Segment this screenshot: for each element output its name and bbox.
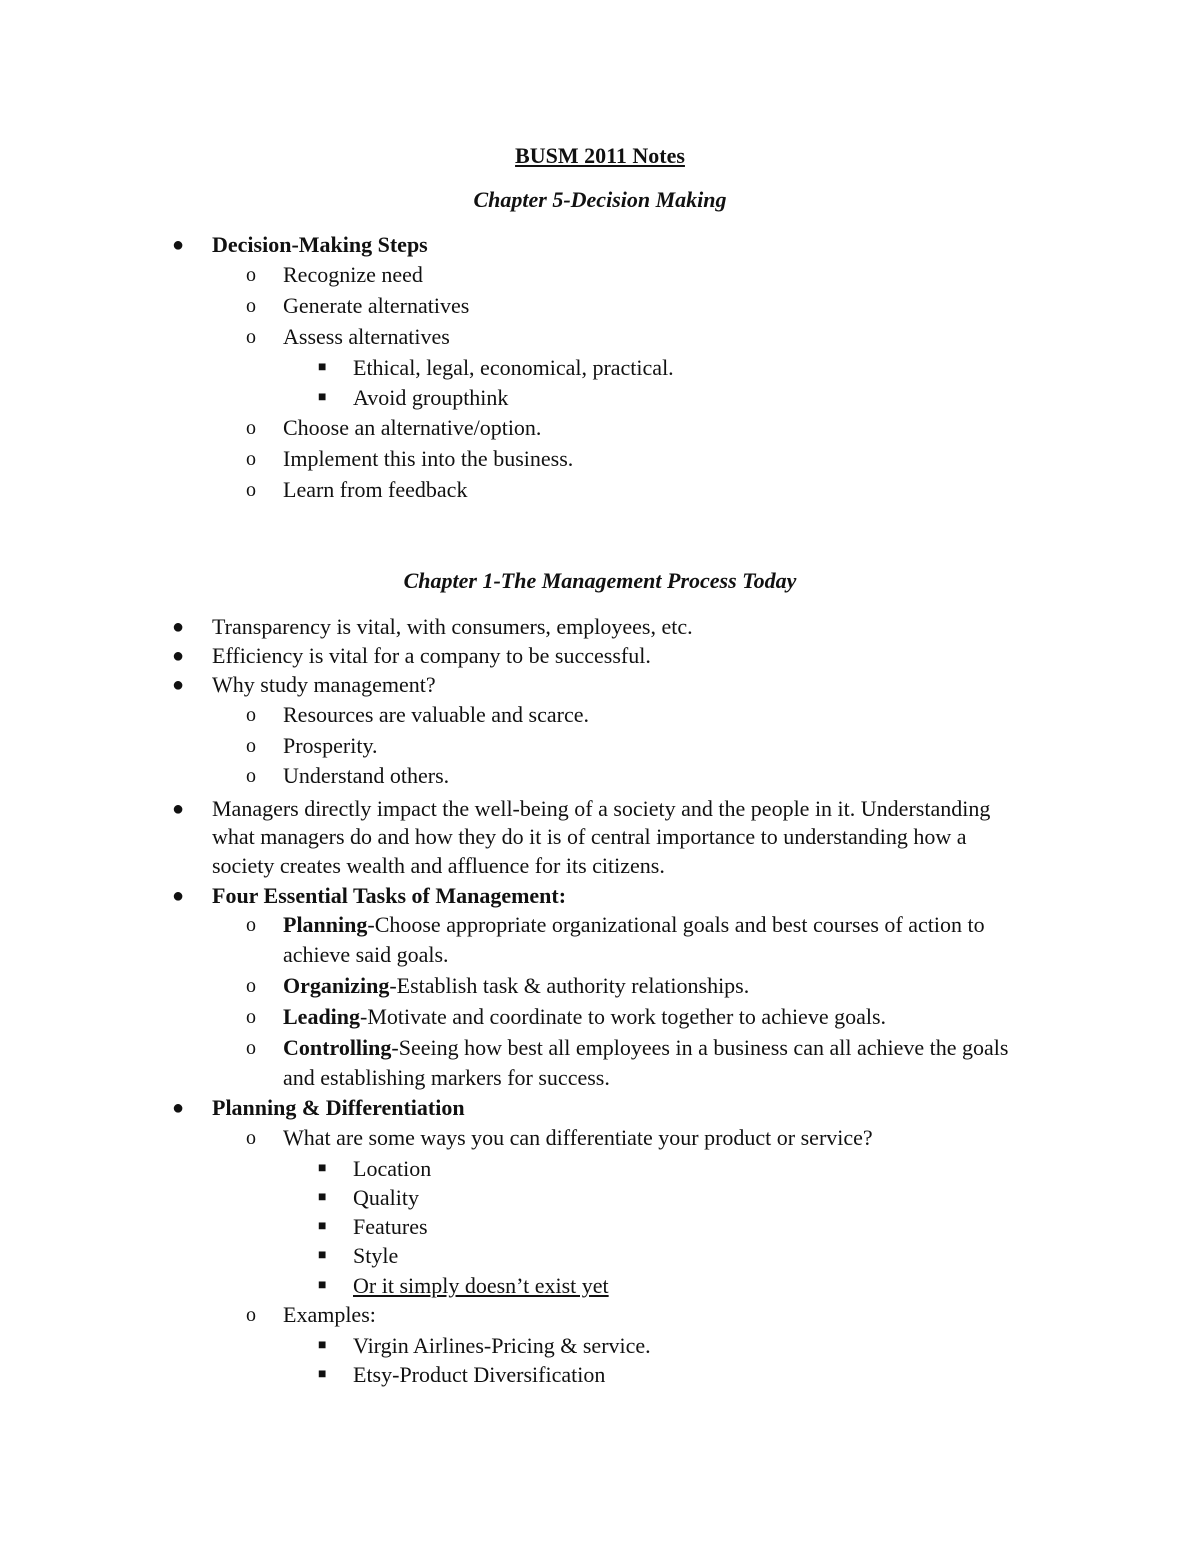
- list-item: Prosperity.: [283, 733, 378, 758]
- bullet-icon: ●: [172, 674, 185, 696]
- bullet-icon: ■: [318, 1338, 327, 1353]
- list-item: What are some ways you can differentiate your product or service?: [283, 1125, 873, 1150]
- task-continuation: achieve said goals.: [283, 942, 449, 967]
- list-item: Efficiency is vital for a company to be successful.: [212, 643, 651, 668]
- steps-heading: Decision-Making Steps: [212, 232, 428, 257]
- examples-label: Examples:: [283, 1302, 376, 1327]
- bullet-icon: o: [246, 704, 256, 726]
- bullet-icon: o: [246, 735, 256, 757]
- bullet-icon: ●: [172, 1097, 185, 1119]
- bullet-icon: o: [246, 914, 256, 936]
- bullet-icon: ■: [318, 1278, 327, 1293]
- task-item: [283, 1003, 886, 1031]
- bullet-icon: ■: [318, 1161, 327, 1176]
- task-item: [283, 1034, 1008, 1062]
- paragraph-line: society creates wealth and affluence for its citizens.: [212, 853, 665, 878]
- bullet-icon: o: [246, 1006, 256, 1028]
- bullet-icon: o: [246, 1127, 256, 1149]
- list-item: Avoid groupthink: [353, 385, 509, 410]
- bullet-icon: ■: [318, 1367, 327, 1382]
- document-title: BUSM 2011 Notes: [515, 143, 685, 168]
- task-text: -Choose appropriate organizational goals and best courses of action to: [367, 912, 985, 937]
- list-item: Quality: [353, 1185, 419, 1210]
- bullet-icon: ■: [318, 1248, 327, 1263]
- bullet-icon: ■: [318, 1190, 327, 1205]
- list-item: Assess alternatives: [283, 324, 450, 349]
- bullet-icon: o: [246, 765, 256, 787]
- bullet-icon: ●: [172, 885, 185, 907]
- task-text: -Seeing how best all employees in a business can all achieve the goals: [391, 1035, 1009, 1060]
- bullet-icon: ■: [318, 1219, 327, 1234]
- list-item: Ethical, legal, economical, practical.: [353, 355, 674, 380]
- bullet-icon: ■: [318, 360, 327, 375]
- bullet-icon: o: [246, 417, 256, 439]
- bullet-icon: o: [246, 448, 256, 470]
- list-item: Virgin Airlines-Pricing & service.: [353, 1333, 651, 1358]
- task-item: [283, 911, 985, 939]
- task-text: -Motivate and coordinate to work together to achieve goals.: [360, 1004, 887, 1029]
- list-item: Resources are valuable and scarce.: [283, 702, 590, 727]
- bullet-icon: ●: [172, 798, 185, 820]
- task-item: [283, 972, 749, 1000]
- chapter5-heading: Chapter 5-Decision Making: [473, 187, 727, 212]
- bullet-icon: o: [246, 326, 256, 348]
- list-item: Learn from feedback: [283, 477, 468, 502]
- planning-heading: Planning & Differentiation: [212, 1095, 465, 1120]
- list-item: Recognize need: [283, 262, 423, 287]
- list-item: Etsy-Product Diversification: [353, 1362, 606, 1387]
- chapter1-heading: Chapter 1-The Management Process Today: [403, 568, 797, 593]
- list-item: Understand others.: [283, 763, 450, 788]
- bullet-icon: ●: [172, 234, 185, 256]
- tasks-heading: Four Essential Tasks of Management:: [212, 883, 567, 908]
- task-term: Planning: [283, 912, 368, 937]
- task-continuation: and establishing markers for success.: [283, 1065, 610, 1090]
- list-item: Why study management?: [212, 672, 436, 697]
- bullet-icon: o: [246, 295, 256, 317]
- list-item: Features: [353, 1214, 428, 1239]
- list-item: Location: [353, 1156, 432, 1181]
- list-item: Or it simply doesn’t exist yet: [353, 1273, 609, 1298]
- bullet-icon: ■: [318, 390, 327, 405]
- list-item: Style: [353, 1243, 399, 1268]
- paragraph-line: Managers directly impact the well-being of a society and the people in it. Understanding: [212, 796, 991, 821]
- task-term: Organizing: [283, 973, 390, 998]
- task-term: Controlling: [283, 1035, 392, 1060]
- list-item: Choose an alternative/option.: [283, 415, 542, 440]
- list-item: Transparency is vital, with consumers, employees, etc.: [212, 614, 693, 639]
- bullet-icon: o: [246, 1304, 256, 1326]
- bullet-icon: o: [246, 479, 256, 501]
- bullet-icon: o: [246, 1037, 256, 1059]
- bullet-icon: ●: [172, 616, 185, 638]
- list-item: Implement this into the business.: [283, 446, 574, 471]
- bullet-icon: ●: [172, 645, 185, 667]
- paragraph-line: what managers do and how they do it is of central importance to understanding how a: [212, 824, 967, 849]
- bullet-icon: o: [246, 975, 256, 997]
- bullet-icon: o: [246, 264, 256, 286]
- task-text: -Establish task & authority relationships.: [389, 973, 750, 998]
- task-term: Leading: [283, 1004, 361, 1029]
- list-item: Generate alternatives: [283, 293, 470, 318]
